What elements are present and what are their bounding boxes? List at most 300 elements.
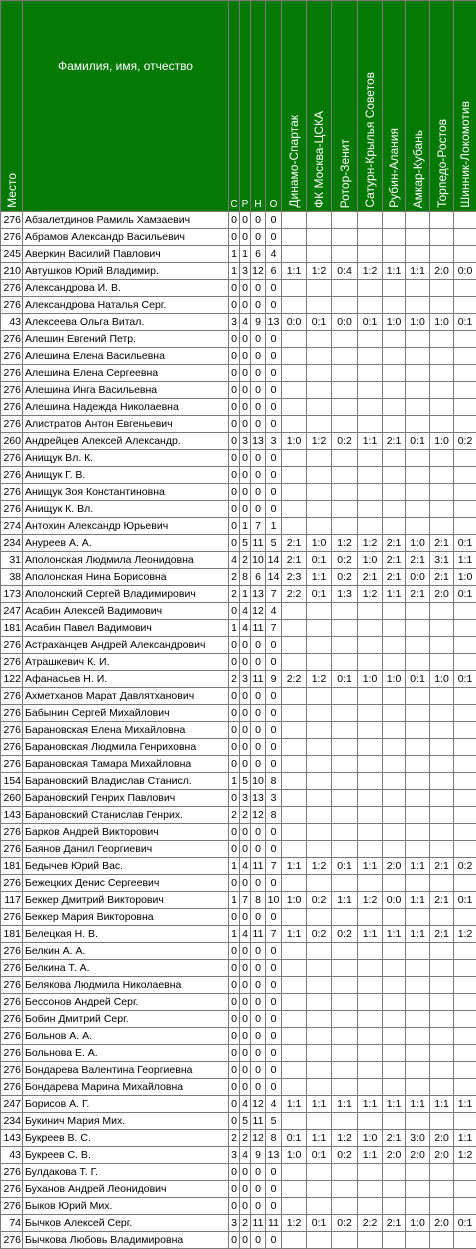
- match-header: [454, 1, 476, 212]
- score-cell: 1:1: [282, 1096, 307, 1113]
- stat-cell: 6: [251, 569, 266, 586]
- score-cell: [430, 246, 454, 263]
- score-cell: 1:1: [307, 1130, 332, 1147]
- stat-cell: 8: [266, 773, 282, 790]
- score-cell: [430, 909, 454, 926]
- score-cell: [307, 756, 332, 773]
- table-row: [1, 484, 476, 501]
- score-cell: [358, 705, 383, 722]
- score-cell: 1:0: [430, 314, 454, 331]
- place-cell: 43: [1, 1147, 23, 1164]
- stat-cell: 0: [240, 909, 251, 926]
- table-row: [1, 637, 476, 654]
- stat-cell: 0: [251, 637, 266, 654]
- name-cell: Барков Андрей Викторович: [23, 824, 229, 841]
- stat-cell: 11: [266, 1215, 282, 1232]
- stat-cell: 0: [266, 824, 282, 841]
- score-cell: [332, 773, 358, 790]
- score-cell: [406, 1164, 430, 1181]
- stat-cell: 0: [251, 739, 266, 756]
- score-cell: [430, 297, 454, 314]
- place-cell: 276: [1, 501, 23, 518]
- score-cell: [454, 484, 476, 501]
- score-cell: 2:0: [430, 1130, 454, 1147]
- score-cell: 1:1: [358, 858, 383, 875]
- score-cell: 2:2: [282, 671, 307, 688]
- place-cell: 276: [1, 1164, 23, 1181]
- score-cell: [282, 824, 307, 841]
- stat-cell: 4: [240, 1096, 251, 1113]
- name-cell: Баянов Данил Георгиевич: [23, 841, 229, 858]
- name-cell: Бобин Дмитрий Серг.: [23, 1011, 229, 1028]
- stat-cell: 0: [251, 994, 266, 1011]
- score-cell: [358, 722, 383, 739]
- place-cell: 276: [1, 399, 23, 416]
- score-cell: [383, 416, 406, 433]
- name-cell: Букинич Мария Мих.: [23, 1113, 229, 1130]
- stat-cell: 0: [229, 1198, 240, 1215]
- score-cell: 0:2: [332, 569, 358, 586]
- score-cell: 2:1: [282, 552, 307, 569]
- stat-cell: 0: [229, 790, 240, 807]
- score-cell: [430, 824, 454, 841]
- table-row: [1, 909, 476, 926]
- name-cell: Бежецких Денис Сергеевич: [23, 875, 229, 892]
- score-cell: [307, 212, 332, 229]
- place-cell: 210: [1, 263, 23, 280]
- place-cell: 276: [1, 280, 23, 297]
- stat-cell: 0: [229, 1028, 240, 1045]
- score-cell: [282, 654, 307, 671]
- score-cell: 0:1: [307, 552, 332, 569]
- score-cell: [358, 603, 383, 620]
- score-cell: 1:2: [332, 535, 358, 552]
- score-cell: [282, 637, 307, 654]
- score-cell: [358, 654, 383, 671]
- score-cell: 2:1: [383, 552, 406, 569]
- stat-cell: 0: [266, 756, 282, 773]
- place-cell: 276: [1, 637, 23, 654]
- score-cell: [332, 1232, 358, 1249]
- score-cell: [454, 875, 476, 892]
- score-cell: [454, 331, 476, 348]
- stat-cell: 5: [240, 773, 251, 790]
- score-cell: [332, 229, 358, 246]
- stat-header-points: О: [266, 1, 282, 212]
- stat-cell: 0: [251, 654, 266, 671]
- score-cell: [282, 297, 307, 314]
- score-cell: [454, 722, 476, 739]
- stat-cell: 0: [229, 688, 240, 705]
- name-header: Фамилия, имя, отчество: [23, 1, 229, 212]
- name-cell: Барановский Генрих Павлович: [23, 790, 229, 807]
- score-cell: [282, 382, 307, 399]
- table-row: [1, 467, 476, 484]
- score-cell: 1:0: [430, 433, 454, 450]
- match-header: [282, 1, 307, 212]
- score-cell: [406, 399, 430, 416]
- stat-cell: 12: [251, 1130, 266, 1147]
- stat-cell: 0: [229, 229, 240, 246]
- score-cell: 0:1: [307, 1147, 332, 1164]
- score-cell: 2:1: [406, 586, 430, 603]
- score-cell: [383, 365, 406, 382]
- score-cell: [454, 688, 476, 705]
- stat-cell: 0: [251, 875, 266, 892]
- match-header-label: Динамо-Спартак: [285, 113, 303, 208]
- stat-cell: 0: [229, 365, 240, 382]
- stat-cell: 0: [266, 212, 282, 229]
- score-cell: 1:0: [307, 535, 332, 552]
- score-cell: [332, 467, 358, 484]
- place-cell: 276: [1, 739, 23, 756]
- table-row: [1, 1198, 476, 1215]
- score-cell: 0:4: [332, 263, 358, 280]
- place-cell: 276: [1, 467, 23, 484]
- score-cell: 0:1: [406, 433, 430, 450]
- score-cell: [406, 841, 430, 858]
- stat-cell: 0: [229, 654, 240, 671]
- stat-cell: 7: [266, 858, 282, 875]
- name-cell: Беккер Дмитрий Викторович: [23, 892, 229, 909]
- score-cell: [406, 875, 430, 892]
- score-cell: [358, 1232, 383, 1249]
- stat-cell: 1: [240, 246, 251, 263]
- score-cell: [282, 229, 307, 246]
- score-cell: [454, 960, 476, 977]
- score-cell: [307, 841, 332, 858]
- score-cell: 2:1: [383, 1215, 406, 1232]
- score-cell: [307, 518, 332, 535]
- score-cell: [358, 229, 383, 246]
- score-cell: 1:1: [332, 1096, 358, 1113]
- score-cell: [406, 722, 430, 739]
- stat-cell: 0: [266, 654, 282, 671]
- score-cell: [358, 824, 383, 841]
- score-cell: [307, 1079, 332, 1096]
- score-cell: [332, 348, 358, 365]
- score-cell: [358, 790, 383, 807]
- match-header-label: Сатурн-Крылья Советов: [361, 70, 379, 208]
- stat-cell: 0: [240, 365, 251, 382]
- stat-cell: 2: [229, 569, 240, 586]
- score-cell: [454, 943, 476, 960]
- place-cell: 276: [1, 943, 23, 960]
- score-cell: [430, 790, 454, 807]
- score-cell: 0:1: [406, 671, 430, 688]
- score-cell: [406, 501, 430, 518]
- score-cell: [358, 416, 383, 433]
- name-cell: Барановский Станислав Генрих.: [23, 807, 229, 824]
- stat-cell: 0: [251, 331, 266, 348]
- stat-cell: 0: [266, 229, 282, 246]
- stat-cell: 4: [240, 1147, 251, 1164]
- score-cell: 1:1: [406, 1096, 430, 1113]
- score-cell: [454, 739, 476, 756]
- stat-cell: 5: [240, 1113, 251, 1130]
- place-cell: 181: [1, 926, 23, 943]
- score-cell: [383, 773, 406, 790]
- stat-cell: 1: [229, 858, 240, 875]
- table-row: [1, 807, 476, 824]
- table-row: [1, 841, 476, 858]
- score-cell: 1:1: [383, 1096, 406, 1113]
- stat-cell: 0: [229, 331, 240, 348]
- score-cell: [430, 1062, 454, 1079]
- score-cell: [430, 467, 454, 484]
- score-cell: [282, 722, 307, 739]
- stat-cell: 0: [240, 705, 251, 722]
- stat-cell: 3: [240, 671, 251, 688]
- score-cell: [332, 399, 358, 416]
- score-cell: [406, 1113, 430, 1130]
- name-cell: Алешина Елена Сергеевна: [23, 365, 229, 382]
- name-cell: Ануреев А. А.: [23, 535, 229, 552]
- name-cell: Буханов Андрей Леонидович: [23, 1181, 229, 1198]
- place-cell: 276: [1, 654, 23, 671]
- stat-cell: 0: [240, 1198, 251, 1215]
- score-cell: [358, 977, 383, 994]
- score-cell: 1:0: [282, 433, 307, 450]
- score-cell: [383, 909, 406, 926]
- stat-cell: 5: [266, 1113, 282, 1130]
- stat-cell: 0: [240, 875, 251, 892]
- score-cell: 2:2: [358, 1215, 383, 1232]
- stat-cell: 0: [229, 416, 240, 433]
- name-cell: Атрашкевич К. И.: [23, 654, 229, 671]
- score-cell: [383, 1062, 406, 1079]
- stat-cell: 0: [240, 841, 251, 858]
- score-cell: 0:1: [307, 314, 332, 331]
- place-cell: 247: [1, 1096, 23, 1113]
- name-cell: Беккер Мария Викторовна: [23, 909, 229, 926]
- stat-cell: 0: [240, 1028, 251, 1045]
- stat-cell: 0: [229, 1045, 240, 1062]
- score-cell: [332, 246, 358, 263]
- score-cell: [282, 943, 307, 960]
- score-cell: [454, 1164, 476, 1181]
- stat-cell: 2: [240, 1215, 251, 1232]
- stat-cell: 0: [240, 1079, 251, 1096]
- stat-cell: 0: [266, 1181, 282, 1198]
- score-cell: [282, 450, 307, 467]
- score-cell: 0:1: [454, 1215, 476, 1232]
- table-row: [1, 297, 476, 314]
- name-cell: Белкин А. А.: [23, 943, 229, 960]
- score-cell: 1:1: [383, 586, 406, 603]
- table-row: [1, 280, 476, 297]
- score-cell: [358, 399, 383, 416]
- score-cell: 2:1: [430, 892, 454, 909]
- score-cell: [358, 909, 383, 926]
- stat-cell: 0: [240, 212, 251, 229]
- place-cell: 276: [1, 297, 23, 314]
- stat-cell: 0: [266, 382, 282, 399]
- stat-cell: 0: [266, 1011, 282, 1028]
- stat-cell: 6: [266, 263, 282, 280]
- place-cell: 276: [1, 1181, 23, 1198]
- stat-cell: 0: [266, 1062, 282, 1079]
- score-cell: 1:2: [358, 535, 383, 552]
- name-cell: Антохин Александр Юрьевич: [23, 518, 229, 535]
- score-cell: [430, 620, 454, 637]
- score-cell: [430, 977, 454, 994]
- stat-cell: 13: [251, 586, 266, 603]
- stat-cell: 0: [251, 1181, 266, 1198]
- score-cell: [332, 212, 358, 229]
- score-cell: [454, 705, 476, 722]
- score-cell: [430, 841, 454, 858]
- table-row: [1, 1079, 476, 1096]
- score-cell: [454, 467, 476, 484]
- stat-cell: 3: [229, 314, 240, 331]
- stat-cell: 0: [266, 416, 282, 433]
- score-cell: [383, 960, 406, 977]
- table-row: [1, 977, 476, 994]
- stat-cell: 0: [240, 467, 251, 484]
- place-cell: 276: [1, 977, 23, 994]
- stat-cell: 0: [251, 365, 266, 382]
- score-cell: [307, 790, 332, 807]
- score-cell: 1:1: [430, 1096, 454, 1113]
- stat-cell: 14: [266, 552, 282, 569]
- name-cell: Анищук Вл. К.: [23, 450, 229, 467]
- score-cell: [282, 1164, 307, 1181]
- match-header: [307, 1, 332, 212]
- stat-cell: 0: [240, 960, 251, 977]
- stat-cell: 7: [240, 892, 251, 909]
- score-cell: [383, 348, 406, 365]
- stat-cell: 0: [229, 875, 240, 892]
- score-cell: 0:2: [332, 433, 358, 450]
- stat-cell: 0: [251, 1232, 266, 1249]
- score-cell: [282, 994, 307, 1011]
- score-cell: [454, 620, 476, 637]
- score-cell: 2:1: [430, 926, 454, 943]
- stat-cell: 0: [266, 348, 282, 365]
- score-cell: [430, 756, 454, 773]
- table-row: [1, 1232, 476, 1249]
- place-cell: 276: [1, 688, 23, 705]
- score-cell: [383, 1011, 406, 1028]
- stat-cell: 0: [266, 875, 282, 892]
- score-cell: 0:1: [282, 1130, 307, 1147]
- score-cell: 2:0: [430, 586, 454, 603]
- score-cell: 1:2: [332, 1130, 358, 1147]
- table-row: [1, 263, 476, 280]
- score-cell: [430, 1232, 454, 1249]
- name-cell: Афанасьев Н. И.: [23, 671, 229, 688]
- score-cell: 0:1: [307, 586, 332, 603]
- table-row: [1, 399, 476, 416]
- stat-cell: 0: [229, 1079, 240, 1096]
- stat-cell: 13: [251, 433, 266, 450]
- score-cell: [430, 212, 454, 229]
- score-cell: 0:0: [454, 263, 476, 280]
- score-cell: [332, 875, 358, 892]
- place-cell: 260: [1, 433, 23, 450]
- score-cell: [358, 960, 383, 977]
- place-cell: 43: [1, 314, 23, 331]
- score-cell: 1:1: [454, 1130, 476, 1147]
- name-cell: Алешина Елена Васильевна: [23, 348, 229, 365]
- score-cell: [430, 365, 454, 382]
- score-cell: [282, 739, 307, 756]
- stat-cell: 11: [251, 1113, 266, 1130]
- score-cell: [454, 807, 476, 824]
- score-cell: [454, 1198, 476, 1215]
- score-cell: [454, 348, 476, 365]
- stat-cell: 0: [251, 1011, 266, 1028]
- stat-cell: 0: [229, 382, 240, 399]
- score-cell: 0:2: [332, 926, 358, 943]
- table-row: [1, 1130, 476, 1147]
- score-cell: 1:1: [383, 263, 406, 280]
- stat-cell: 0: [240, 382, 251, 399]
- score-cell: [383, 739, 406, 756]
- score-cell: [454, 399, 476, 416]
- score-cell: [430, 807, 454, 824]
- name-cell: Барановский Владислав Станисл.: [23, 773, 229, 790]
- score-cell: [383, 1198, 406, 1215]
- stat-cell: 0: [251, 977, 266, 994]
- match-header-label: Торпедо-Ростов: [433, 117, 451, 208]
- name-cell: Александрова Наталья Серг.: [23, 297, 229, 314]
- stat-cell: 8: [266, 1130, 282, 1147]
- stat-cell: 9: [251, 314, 266, 331]
- stat-cell: 0: [266, 909, 282, 926]
- score-cell: [358, 875, 383, 892]
- stat-cell: 3: [266, 433, 282, 450]
- place-cell: 276: [1, 1045, 23, 1062]
- stat-cell: 0: [229, 943, 240, 960]
- score-cell: [430, 705, 454, 722]
- score-cell: [307, 620, 332, 637]
- table-body: [1, 212, 476, 1249]
- score-cell: [430, 688, 454, 705]
- score-cell: [430, 773, 454, 790]
- name-cell: Барановская Людмила Генриховна: [23, 739, 229, 756]
- score-cell: [383, 875, 406, 892]
- score-cell: 1:0: [406, 535, 430, 552]
- score-cell: [307, 654, 332, 671]
- score-cell: [454, 229, 476, 246]
- table-row: [1, 246, 476, 263]
- score-cell: [454, 1232, 476, 1249]
- score-cell: [454, 280, 476, 297]
- stat-cell: 0: [229, 467, 240, 484]
- score-cell: 1:1: [282, 858, 307, 875]
- place-cell: 276: [1, 1062, 23, 1079]
- score-cell: [383, 943, 406, 960]
- score-cell: [332, 943, 358, 960]
- stat-cell: 2: [240, 807, 251, 824]
- place-cell: 276: [1, 875, 23, 892]
- score-cell: [358, 518, 383, 535]
- score-cell: [454, 518, 476, 535]
- score-cell: [430, 501, 454, 518]
- score-cell: [358, 280, 383, 297]
- score-cell: 2:0: [430, 1215, 454, 1232]
- score-cell: 1:0: [406, 1215, 430, 1232]
- stat-cell: 4: [240, 926, 251, 943]
- stat-cell: 12: [251, 263, 266, 280]
- score-cell: [307, 1011, 332, 1028]
- score-cell: [358, 637, 383, 654]
- score-cell: 1:1: [358, 1096, 383, 1113]
- name-cell: Бессонов Андрей Серг.: [23, 994, 229, 1011]
- score-cell: [282, 960, 307, 977]
